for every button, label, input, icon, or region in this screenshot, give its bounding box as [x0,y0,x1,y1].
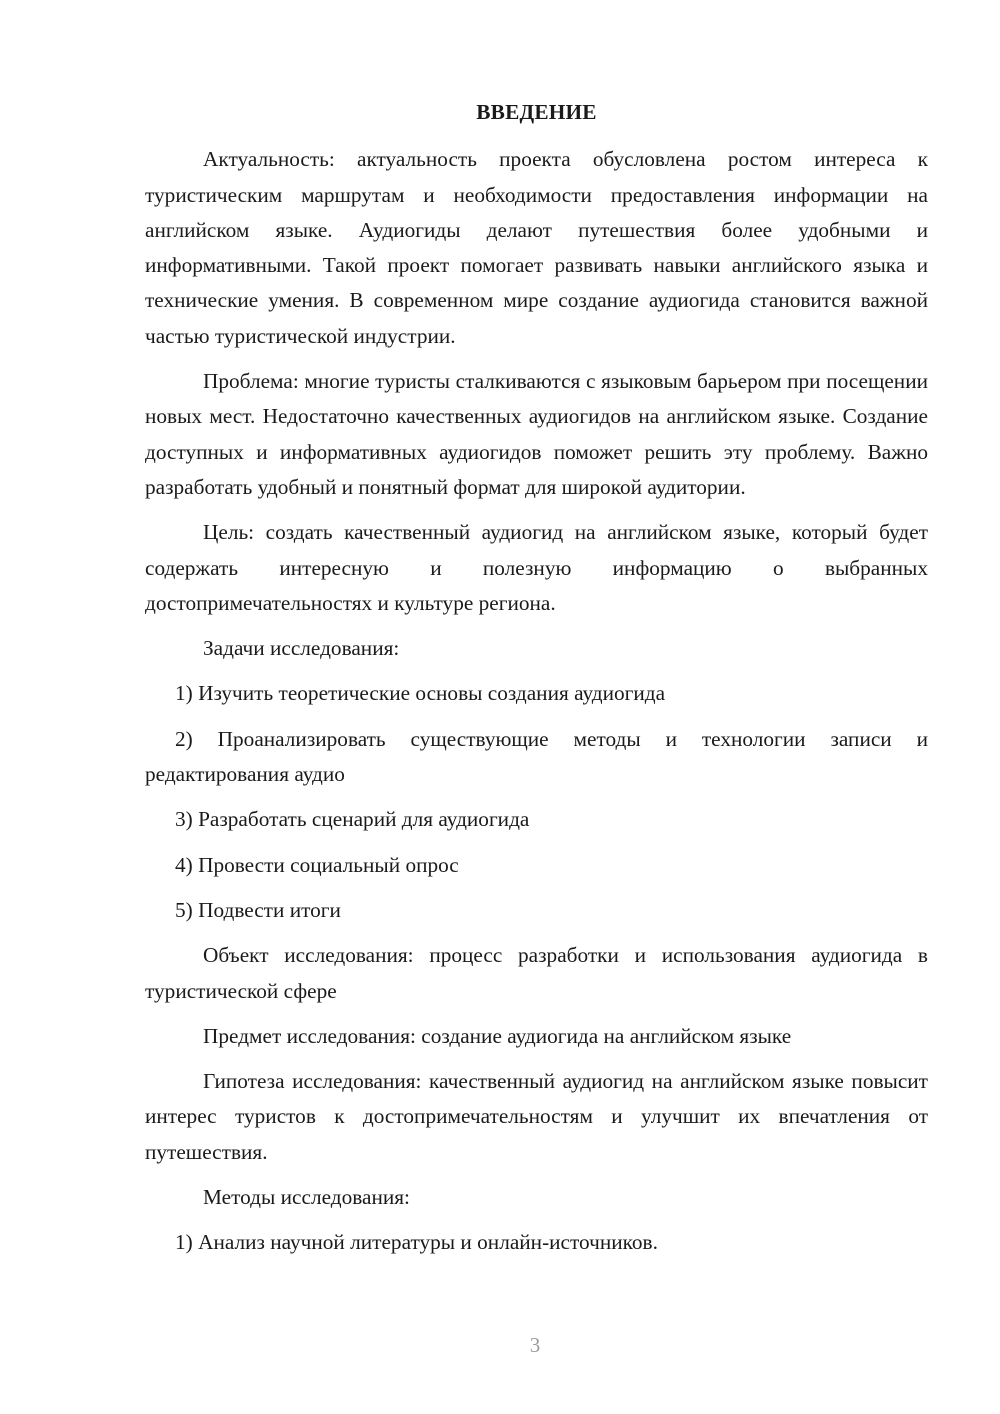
method-item: 1) Анализ научной литературы и онлайн-источников. [175,1230,658,1255]
problem-paragraph: Проблема: многие туристы сталкиваются с языковым барьером при посещении новых мест. Недостаточно качественных аудиогидов на английском языке. Создание доступных и информативных аудиогидов поможет решить эту проблему. Важно разработать удобный и понятный формат для широкой аудитории. [145,369,928,499]
object-paragraph: Объект исследования: процесс разработки и использования аудиогида в туристической сфере [145,943,928,1003]
task-item: 4) Провести социальный опрос [175,852,459,877]
methods-heading: Методы исследования: [203,1185,410,1210]
task-item: 3) Разработать сценарий для аудиогида [175,807,530,832]
task-item: 1) Изучить теоретические основы создания аудиогида [175,681,666,706]
tasks-heading: Задачи исследования: [203,636,400,661]
task-item: 5) Подвести итоги [175,897,341,922]
subject-paragraph: Предмет исследования: создание аудиогида на английском языке [203,1023,792,1048]
page-title: ВВЕДЕНИЕ [476,100,597,124]
task-item: 2) Проанализировать существующие методы и технологии записи и редактирования аудио [145,726,928,787]
goal-paragraph: Цель: создать качественный аудиогид на английском языке, который будет содержать интересную и полезную информацию о выбранных достопримечательностях и культуре региона. [145,520,928,615]
relevance-paragraph: Актуальность: актуальность проекта обусловлена ростом интереса к туристическим маршрутам и необходимости предоставления информации на английском языке. Аудиогиды делают путешествия более удобными и информативными. Такой проект помогает развивать навыки английского языка и технические умения. В современном мире создание аудиогида становится важной частью туристической индустрии. [145,147,928,348]
document-body [145,95,928,1261]
hypothesis-paragraph: Гипотеза исследования: качественный аудиогид на английском языке повысит интерес туристов к достопримечательностям и улучшит их впечатления от путешествия. [145,1069,928,1164]
page-number: 3 [529,1333,541,1357]
